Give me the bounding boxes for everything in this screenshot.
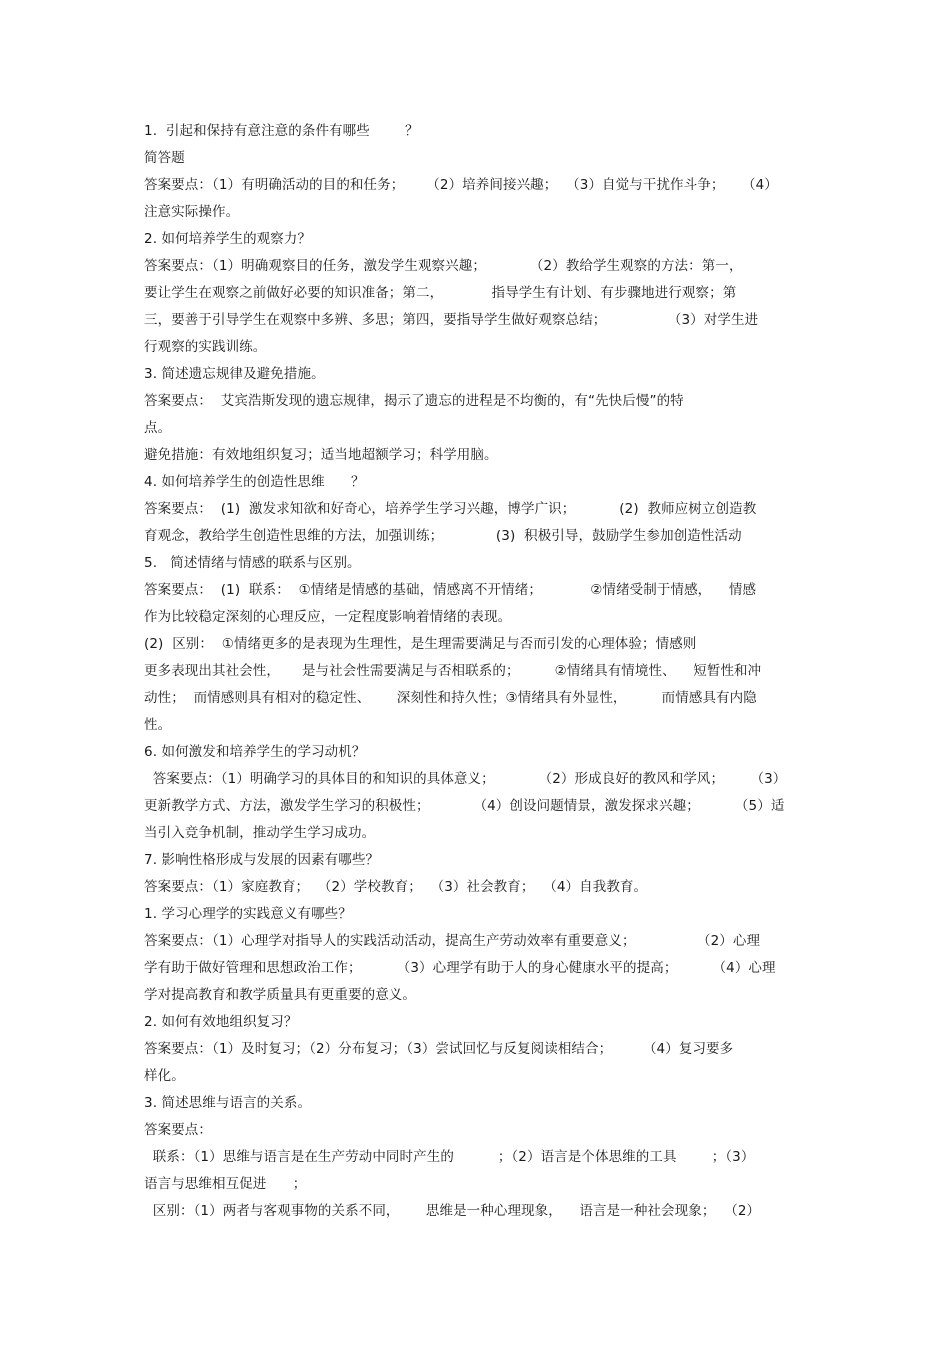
answer-line: 语言与思维相互促进 ； — [144, 1176, 307, 1192]
question-3-title: 3. 简述遗忘规律及避免措施。 — [144, 366, 325, 382]
question-2-title: 2. 如何培养学生的观察力？ — [144, 231, 312, 247]
answer-line: 学有助于做好管理和思想政治工作； （3）心理学有助于人的身心健康水平的提高； （4）心理 — [144, 960, 776, 976]
answer-line: 当引入竞争机制，推动学生学习成功。 — [144, 825, 376, 841]
question-3b-title: 3. 简述思维与语言的关系。 — [144, 1095, 312, 1111]
answer-line: 答案要点：（1）明确学习的具体目的和知识的具体意义； （2）形成良好的教风和学风； （3） — [144, 771, 787, 787]
answer-line: 育观念，教给学生创造性思维的方法，加强训练； (3) 积极引导，鼓励学生参加创造性活动 — [144, 528, 742, 544]
answer-line: (2) 区别： ①情绪更多的是表现为生理性，是生理需要满足与否而引发的心理体验；情感则 — [144, 636, 697, 652]
question-4-title: 4. 如何培养学生的创造性思维 ？ — [144, 474, 365, 490]
answer-line: 区别：（1）两者与客观事物的关系不同， 思维是一种心理现象， 语言是一种社会现象； （2） — [144, 1203, 761, 1219]
answer-line: 要让学生在观察之前做好必要的知识准备；第二， 指导学生有计划、有步骤地进行观察；第 — [144, 285, 737, 301]
answer-line: 样化。 — [144, 1068, 185, 1084]
answer-line: 答案要点： (1) 联系： ①情绪是情感的基础，情感离不开情绪； ②情绪受制于情感， 情感 — [144, 582, 757, 598]
question-6-title: 6. 如何激发和培养学生的学习动机？ — [144, 744, 366, 760]
answer-line: 注意实际操作。 — [144, 204, 240, 220]
question-2b-title: 2. 如何有效地组织复习？ — [144, 1014, 298, 1030]
answer-line: 学对提高教育和教学质量具有更重要的意义。 — [144, 987, 416, 1003]
answer-line: 答案要点：（1）家庭教育； （2）学校教育； （3）社会教育； （4）自我教育。 — [144, 879, 648, 895]
answer-line: 联系：（1）思维与语言是在生产劳动中同时产生的 ；（2）语言是个体思维的工具 ；（3） — [144, 1149, 755, 1165]
answer-line: 作为比较稳定深刻的心理反应，一定程度影响着情绪的表现。 — [144, 609, 512, 625]
answer-line: 点。 — [144, 420, 172, 436]
question-7-title: 7. 影响性格形成与发展的因素有哪些？ — [144, 852, 380, 868]
question-1-title: 1. 引起和保持有意注意的条件有哪些 ？ — [144, 123, 419, 139]
answer-line: 动性； 而情感则具有相对的稳定性、 深刻性和持久性；③情绪具有外显性， 而情感具有内隐 — [144, 690, 757, 706]
answer-line: 答案要点：（1）明确观察目的任务，激发学生观察兴趣； （2）教给学生观察的方法：第一， — [144, 258, 743, 274]
answer-line: 答案要点：（1）及时复习；（2）分布复习；（3）尝试回忆与反复阅读相结合； （4）复习要多 — [144, 1041, 734, 1057]
answer-line: 答案要点：（1）心理学对指导人的实践活动活动，提高生产劳动效率有重要意义； （2）心理 — [144, 933, 761, 949]
answer-line: 更新教学方式、方法，激发学生学习的积极性； （4）创设问题情景，激发探求兴趣； （5）适 — [144, 798, 785, 814]
question-1b-title: 1. 学习心理学的实践意义有哪些？ — [144, 906, 352, 922]
question-5-title: 5. 简述情绪与情感的联系与区别。 — [144, 555, 361, 571]
answer-line: 避免措施：有效地组织复习；适当地超额学习；科学用脑。 — [144, 447, 498, 463]
answer-line: 答案要点： (1) 激发求知欲和好奇心，培养学生学习兴趣，博学广识； (2) 教师应树立创造教 — [144, 501, 757, 517]
answer-line: 行观察的实践训练。 — [144, 339, 267, 355]
answer-line: 答案要点： — [144, 1122, 212, 1138]
answer-line: 答案要点：（1）有明确活动的目的和任务； （2）培养间接兴趣； （3）自觉与干扰作斗争； （4） — [144, 177, 778, 193]
answer-line: 性。 — [144, 717, 172, 733]
answer-line: 答案要点： 艾宾浩斯发现的遗忘规律，揭示了遗忘的进程是不均衡的，有“先快后慢”的特 — [144, 393, 684, 409]
answer-line: 三，要善于引导学生在观察中多辨、多思；第四，要指导学生做好观察总结； （3）对学生进 — [144, 312, 759, 328]
section-label: 简答题 — [144, 150, 185, 166]
answer-line: 更多表现出其社会性， 是与社会性需要满足与否相联系的； ②情绪具有情境性、 短暂性和冲 — [144, 663, 762, 679]
